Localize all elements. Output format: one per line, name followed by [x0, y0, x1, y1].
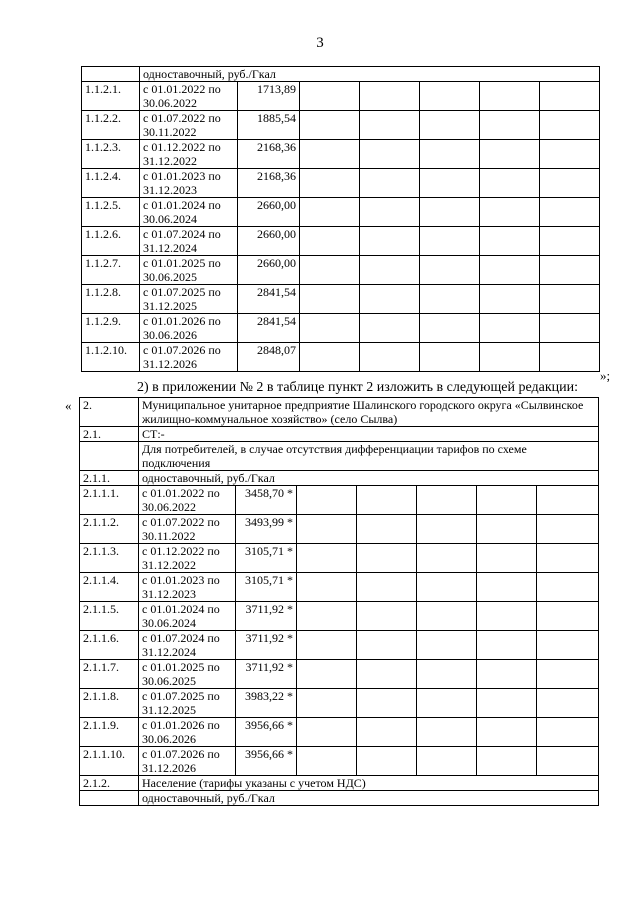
empty-cell — [537, 515, 599, 544]
row-period: с 01.01.2025 по 30.06.2025 — [140, 256, 238, 285]
empty-cell — [360, 285, 420, 314]
row-number: 2.1.1.9. — [80, 718, 139, 747]
empty-cell — [300, 256, 360, 285]
row-number: 1.1.2.1. — [82, 82, 140, 111]
row-number: 2.1.1.7. — [80, 660, 139, 689]
empty-cell — [357, 660, 417, 689]
tariff-table-2 — [79, 397, 599, 806]
empty-cell — [420, 140, 480, 169]
tariff-row — [80, 602, 599, 631]
empty-cell — [420, 198, 480, 227]
row-period: с 01.07.2025 по 31.12.2025 — [139, 689, 236, 718]
tariff-row — [82, 256, 600, 285]
empty-cell — [297, 747, 357, 776]
org-header-row — [80, 398, 599, 427]
row-2-1-2-text: Население (тарифы указаны с учетом НДС) — [139, 776, 599, 791]
empty-cell — [540, 227, 600, 256]
empty-cell — [417, 602, 477, 631]
empty-cell — [417, 718, 477, 747]
row-2-1-1-num: 2.1.1. — [80, 471, 139, 486]
empty-cell — [477, 602, 537, 631]
empty-cell — [420, 82, 480, 111]
empty-cell — [480, 285, 540, 314]
row-value: 3956,66 * — [236, 718, 297, 747]
empty-cell — [360, 169, 420, 198]
row-period: с 01.12.2022 по 31.12.2022 — [139, 544, 236, 573]
empty-cell — [297, 486, 357, 515]
empty-cell — [540, 314, 600, 343]
empty-cell — [300, 140, 360, 169]
tariff-row — [80, 631, 599, 660]
row-period: с 01.01.2024 по 30.06.2024 — [139, 602, 236, 631]
empty-cell — [357, 486, 417, 515]
empty-cell — [480, 314, 540, 343]
row-2-1-2 — [80, 776, 599, 791]
empty-cell — [537, 660, 599, 689]
empty-cell — [297, 602, 357, 631]
empty-cell — [360, 111, 420, 140]
empty-cell — [480, 256, 540, 285]
tariff-row — [82, 111, 600, 140]
empty-cell — [357, 689, 417, 718]
empty-cell — [477, 747, 537, 776]
tariff-row — [82, 343, 600, 372]
empty-cell — [357, 718, 417, 747]
empty-cell — [357, 747, 417, 776]
empty-cell — [480, 198, 540, 227]
org-name: Муниципальное унитарное предприятие Шалинского городского округа «Сылвинское жилищно-коммунальное хозяйство» (село Сылва) — [139, 398, 599, 427]
tariff-row — [82, 285, 600, 314]
tariff-row — [82, 169, 600, 198]
empty-cell — [417, 573, 477, 602]
row-number: 1.1.2.8. — [82, 285, 140, 314]
empty-cell — [300, 111, 360, 140]
tariff-row — [82, 314, 600, 343]
row-value: 2841,54 — [238, 285, 300, 314]
tariff-row — [82, 140, 600, 169]
empty-cell — [537, 486, 599, 515]
row-2-1-text: СТ:- — [139, 427, 599, 442]
empty-cell — [537, 747, 599, 776]
row-period: с 01.01.2022 по 30.06.2022 — [139, 486, 236, 515]
empty-cell — [417, 747, 477, 776]
empty-cell — [537, 573, 599, 602]
row-period: с 01.07.2026 по 31.12.2026 — [139, 747, 236, 776]
empty-cell — [300, 343, 360, 372]
note-text: Для потребителей, в случае отсутствия дифференциации тарифов по схеме подключения — [139, 442, 599, 471]
row-number: 2.1.1.8. — [80, 689, 139, 718]
row-period: с 01.01.2026 по 30.06.2026 — [139, 718, 236, 747]
empty-cell — [480, 82, 540, 111]
row-2-1-2-num: 2.1.2. — [80, 776, 139, 791]
row-value: 2841,54 — [238, 314, 300, 343]
empty-cell — [537, 689, 599, 718]
empty-cell — [417, 486, 477, 515]
row-number: 2.1.1.10. — [80, 747, 139, 776]
empty-cell — [537, 544, 599, 573]
row-number: 1.1.2.9. — [82, 314, 140, 343]
row-number: 1.1.2.3. — [82, 140, 140, 169]
empty-cell — [357, 515, 417, 544]
row-value: 2848,07 — [238, 343, 300, 372]
empty-cell — [300, 198, 360, 227]
empty-cell — [477, 718, 537, 747]
empty-cell — [537, 718, 599, 747]
empty-cell — [540, 285, 600, 314]
table1-label-row — [82, 67, 600, 82]
row-period: с 01.07.2022 по 30.11.2022 — [139, 515, 236, 544]
row-period: с 01.01.2024 по 30.06.2024 — [140, 198, 238, 227]
row-number: 1.1.2.4. — [82, 169, 140, 198]
amendment-paragraph: 2) в приложении № 2 в таблице пункт 2 изложить в следующей редакции: — [137, 380, 578, 395]
empty-cell — [477, 689, 537, 718]
row-period: с 01.07.2026 по 31.12.2026 — [140, 343, 238, 372]
row-value: 3983,22 * — [236, 689, 297, 718]
empty-cell — [297, 689, 357, 718]
empty-cell — [480, 169, 540, 198]
empty-cell — [420, 314, 480, 343]
row-period: с 01.07.2024 по 31.12.2024 — [139, 631, 236, 660]
empty-cell — [300, 82, 360, 111]
tariff-row — [82, 198, 600, 227]
row-2-1-num: 2.1. — [80, 427, 139, 442]
row-number: 2.1.1.5. — [80, 602, 139, 631]
empty-cell — [297, 718, 357, 747]
empty-cell — [420, 169, 480, 198]
empty-cell — [360, 227, 420, 256]
tariff-row — [82, 82, 600, 111]
bottom-label-row — [80, 791, 599, 806]
empty-cell — [360, 343, 420, 372]
empty-cell — [420, 111, 480, 140]
bottom-label: одноставочный, руб./Гкал — [139, 791, 599, 806]
empty-cell — [477, 573, 537, 602]
row-value: 3711,92 * — [236, 602, 297, 631]
empty-cell — [480, 140, 540, 169]
row-period: с 01.07.2025 по 31.12.2025 — [140, 285, 238, 314]
row-period: с 01.01.2023 по 31.12.2023 — [140, 169, 238, 198]
empty-cell — [360, 314, 420, 343]
row-period: с 01.12.2022 по 31.12.2022 — [140, 140, 238, 169]
note-num-cell — [80, 442, 139, 471]
empty-cell — [420, 227, 480, 256]
row-number: 2.1.1.2. — [80, 515, 139, 544]
empty-cell — [540, 169, 600, 198]
bottom-num-cell — [80, 791, 139, 806]
row-number: 2.1.1.1. — [80, 486, 139, 515]
empty-cell — [357, 544, 417, 573]
empty-cell — [477, 631, 537, 660]
empty-cell — [297, 631, 357, 660]
row-value: 2660,00 — [238, 227, 300, 256]
empty-cell — [540, 343, 600, 372]
row-number: 1.1.2.10. — [82, 343, 140, 372]
row-period: с 01.01.2025 по 30.06.2025 — [139, 660, 236, 689]
row-number: 1.1.2.5. — [82, 198, 140, 227]
tariff-row — [82, 227, 600, 256]
tariff-table-1 — [81, 66, 600, 372]
empty-cell — [420, 343, 480, 372]
tariff-row — [80, 573, 599, 602]
row-period: с 01.01.2022 по 30.06.2022 — [140, 82, 238, 111]
row-value: 3493,99 * — [236, 515, 297, 544]
row-2-1 — [80, 427, 599, 442]
empty-cell — [540, 140, 600, 169]
row-number: 2.1.1.4. — [80, 573, 139, 602]
tariff-row — [80, 718, 599, 747]
empty-cell — [540, 256, 600, 285]
row-period: с 01.01.2026 по 30.06.2026 — [140, 314, 238, 343]
row-value: 2168,36 — [238, 140, 300, 169]
empty-cell — [420, 285, 480, 314]
row-value: 2168,36 — [238, 169, 300, 198]
empty-cell — [417, 515, 477, 544]
tariff-row — [80, 544, 599, 573]
empty-cell — [360, 198, 420, 227]
table1-top-label: одноставочный, руб./Гкал — [140, 67, 600, 82]
empty-cell — [300, 169, 360, 198]
empty-cell — [480, 343, 540, 372]
tariff-row — [80, 747, 599, 776]
empty-cell — [417, 689, 477, 718]
empty-cell — [477, 515, 537, 544]
tariff-row — [80, 486, 599, 515]
empty-cell — [477, 544, 537, 573]
empty-cell — [300, 285, 360, 314]
row-2-1-1 — [80, 471, 599, 486]
row-period: с 01.01.2023 по 31.12.2023 — [139, 573, 236, 602]
closing-quote: »; — [600, 368, 611, 383]
empty-cell — [480, 111, 540, 140]
empty-cell — [300, 227, 360, 256]
tariff-row — [80, 515, 599, 544]
empty-cell — [297, 660, 357, 689]
table1-num-cell — [82, 67, 140, 82]
row-value: 3956,66 * — [236, 747, 297, 776]
row-value: 1713,89 — [238, 82, 300, 111]
empty-cell — [297, 544, 357, 573]
row-2-1-1-text: одноставочный, руб./Гкал — [139, 471, 599, 486]
row-number: 2.1.1.3. — [80, 544, 139, 573]
row-number: 1.1.2.7. — [82, 256, 140, 285]
empty-cell — [540, 198, 600, 227]
row-value: 3105,71 * — [236, 573, 297, 602]
page-number: 3 — [316, 35, 324, 51]
empty-cell — [357, 602, 417, 631]
empty-cell — [297, 573, 357, 602]
row-number: 1.1.2.2. — [82, 111, 140, 140]
empty-cell — [417, 544, 477, 573]
row-value: 3105,71 * — [236, 544, 297, 573]
empty-cell — [540, 111, 600, 140]
empty-cell — [297, 515, 357, 544]
row-number: 2.1.1.6. — [80, 631, 139, 660]
row-value: 3711,92 * — [236, 660, 297, 689]
row-value: 3711,92 * — [236, 631, 297, 660]
row-number: 1.1.2.6. — [82, 227, 140, 256]
row-value: 3458,70 * — [236, 486, 297, 515]
empty-cell — [360, 82, 420, 111]
empty-cell — [360, 140, 420, 169]
empty-cell — [537, 631, 599, 660]
empty-cell — [357, 573, 417, 602]
row-value: 2660,00 — [238, 256, 300, 285]
opening-quote: « — [65, 398, 72, 413]
empty-cell — [420, 256, 480, 285]
empty-cell — [477, 660, 537, 689]
empty-cell — [537, 602, 599, 631]
tariff-row — [80, 660, 599, 689]
row-period: с 01.07.2022 по 30.11.2022 — [140, 111, 238, 140]
empty-cell — [417, 631, 477, 660]
empty-cell — [480, 227, 540, 256]
empty-cell — [357, 631, 417, 660]
tariff-row — [80, 689, 599, 718]
empty-cell — [540, 82, 600, 111]
empty-cell — [417, 660, 477, 689]
row-value: 2660,00 — [238, 198, 300, 227]
empty-cell — [477, 486, 537, 515]
org-num: 2. — [80, 398, 139, 427]
empty-cell — [300, 314, 360, 343]
note-row — [80, 442, 599, 471]
row-period: с 01.07.2024 по 31.12.2024 — [140, 227, 238, 256]
row-value: 1885,54 — [238, 111, 300, 140]
empty-cell — [360, 256, 420, 285]
